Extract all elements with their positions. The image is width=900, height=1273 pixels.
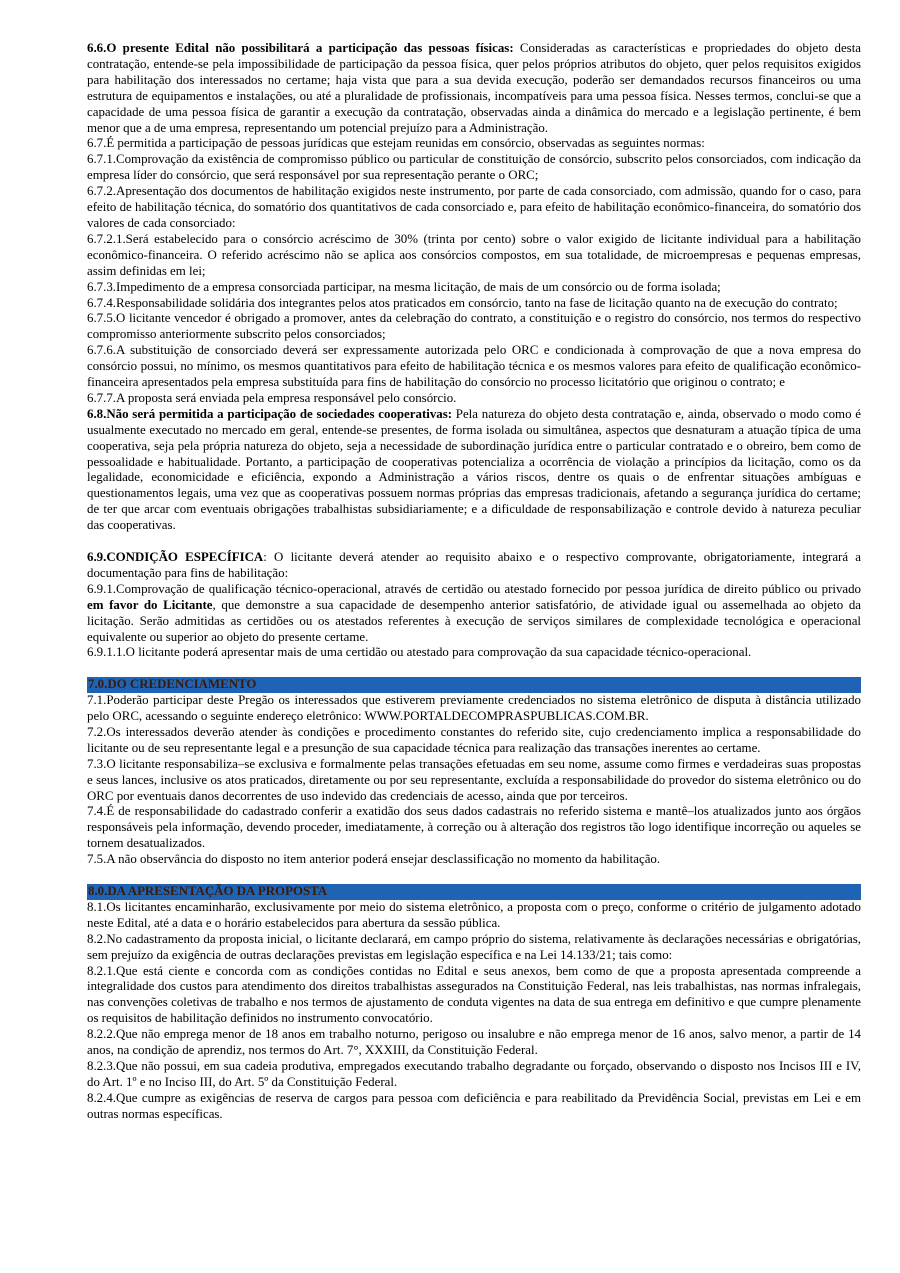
clause-7-1: 7.1.Poderão participar deste Pregão os interessados que estiverem previamente credenciados no sistema eletrônico de disputa à distância utilizado pelo ORC, acessando o seguinte endereço eletrônico: WWW.PORTALDECOMPRASPUBLICAS.COM.BR. [87,693,861,724]
clause-8-2-3: 8.2.3.Que não possui, em sua cadeia produtiva, empregados executando trabalho degradante ou forçado, observando o disposto nos Incisos III e IV, do Art. 1º e no Inciso III, do Art. 5º da Constituição Federal. [87,1058,861,1089]
clause-6-8-body: Pela natureza do objeto desta contratação e, ainda, observado o modo como é usualmente executado no mercado em geral, entende-se presentes, de forma isolada ou simultânea, aspectos que desnaturam a atuação típica de uma cooperativa, seja pela própria natureza do objeto, seja a necessidade de subordinação jurídica entre o particular contratado e o obreiro, bem como de pessoalidade e habitualidade. Portanto, a participação de cooperativas potencializa a ocorrência de violação a princípios da licitação, como os da legalidade, economicidade e eficiência, expondo a Administração a vários riscos, dentre os quais o de enfrentar situações ambíguas e questionamentos legais, uma vez que as cooperativas possuem normas próprias das empresas tradicionais, afetando a segurança jurídica do certame; de ter que arcar com eventuais obrigações trabalhistas subsidiariamente; e a dificuldade de responsabilização e controle devido à natureza peculiar das cooperativas. [87,406,862,533]
clause-6-7-3: 6.7.3.Impedimento de a empresa consorciada participar, na mesma licitação, de mais de um consórcio ou de forma isolada; [87,279,721,294]
clause-6-9 [87,550,861,582]
clause-7-5: 7.5.A não observância do disposto no item anterior poderá ensejar desclassificação no momento da habilitação. [87,852,661,867]
clause-6-9-1-emphasis: em favor do Licitante [87,597,213,612]
clause-6-9-1-text-a: 6.9.1.Comprovação de qualificação técnico-operacional, através de certidão ou atestado fornecido por pessoa jurídica de direito público ou privado [87,581,861,596]
clause-6-7-2: 6.7.2.Apresentação dos documentos de habilitação exigidos neste instrumento, por parte de cada consorciado, com admissão, quando for o caso, para efeito de habilitação técnica, do somatório dos quantitativos de cada consorciado e, para efeito de habilitação econômico-financeira, do somatório dos valores de cada consorciado: [87,184,861,230]
clause-7-2: 7.2.Os interessados deverão atender às condições e procedimento constantes do referido site, cujo credenciamento implica a responsabilidade do licitante ou de seu representante legal e a presunção de sua capacidade técnica para realização das transações inerentes ao certame. [87,724,861,755]
clause-8-2-1: 8.2.1.Que está ciente e concorda com as condições contidas no Edital e seus anexos, bem como de que a proposta apresentada compreende a integralidade dos custos para atendimento dos direitos trabalhistas assegurados na Constituição Federal, nas leis trabalhistas, nas normas infralegais, nas convenções coletivas de trabalho e nos termos de ajustamento de conduta vigentes na data de sua entrega em definitivo e que cumpre plenamente os requisitos de habilitação definidos no instrumento convocatório. [87,963,861,1026]
clause-6-6 [87,41,861,136]
document-page [87,41,861,1123]
clause-6-8-lead: 6.8.Não será permitida a participação de sociedades cooperativas: [87,406,453,421]
clause-6-9-body: : O licitante deverá atender ao requisito abaixo e o respectivo comprovante, obrigatoriamente, integrará a documentação para fins de habilitação: [87,549,861,580]
clause-6-9-lead: 6.9.CONDIÇÃO ESPECÍFICA [87,549,264,564]
clause-6-6-lead: 6.6.O presente Edital não possibilitará a participação das pessoas físicas: [87,41,514,55]
section-heading-proposta: 8.0.DA APRESENTAÇÃO DA PROPOSTA [87,884,861,900]
clause-6-9-1 [87,582,861,646]
clause-6-7: 6.7.É permitida a participação de pessoas jurídicas que estejam reunidas em consórcio, observadas as seguintes normas: [87,136,705,151]
clause-6-7-7: 6.7.7.A proposta será enviada pela empresa responsável pelo consórcio. [87,390,457,405]
clause-6-8 [87,407,861,534]
clause-7-4: 7.4.É de responsabilidade do cadastrado conferir a exatidão dos seus dados cadastrais no referido sistema e mantê–los atualizados junto aos órgãos responsáveis pela informação, devendo proceder, imediatamente, à correção ou à alteração dos registros tão logo identifique incorreção ou aqueles se tornem desatualizados. [87,804,861,851]
clause-6-7-4: 6.7.4.Responsabilidade solidária dos integrantes pelos atos praticados em consórcio, tanto na fase de licitação quanto na de execução do contrato; [87,295,838,310]
clause-6-9-1-text-b: , que demonstre a sua capacidade de desempenho anterior satisfatório, de atividade igual ou assemelhada ao objeto da licitação. Serão admitidas as certidões ou os atestados referentes à execução de serviços similares de complexidade tecnológica e operacional equivalente ou superior ao objeto do presente certame. [87,597,862,644]
section-heading-credenciamento: 7.0.DO CREDENCIAMENTO [87,677,861,693]
clause-6-7-1: 6.7.1.Comprovação da existência de compromisso público ou particular de constituição de consórcio, subscrito pelos consorciados, com indicação da empresa líder do consórcio, que será responsável por sua representação perante o ORC; [87,152,861,183]
clause-8-2: 8.2.No cadastramento da proposta inicial, o licitante declarará, em campo próprio do sistema, relativamente às declarações necessárias e obrigatórias, sem prejuízo da exigência de outras declarações previstas em legislação específica e na Lei 14.133/21; tais como: [87,931,861,962]
clause-6-7-6: 6.7.6.A substituição de consorciado deverá ser expressamente autorizada pelo ORC e condicionada à comprovação de que a nova empresa do consórcio possui, no mínimo, os mesmos quantitativos para efeito de habilitação técnica e os mesmos valores para efeito de qualificação econômico-financeira apresentados pela empresa substituída para fins de habilitação do consórcio no processo licitatório que originou o contrato; e [87,343,861,390]
clause-7-3: 7.3.O licitante responsabiliza–se exclusiva e formalmente pelas transações efetuadas em seu nome, assume como firmes e verdadeiras suas propostas e seus lances, inclusive os atos praticados, diretamente ou por seu representante, excluída a responsabilidade do provedor do sistema eletrônico ou do ORC por eventuais danos decorrentes de uso indevido das credenciais de acesso, ainda que por terceiros. [87,756,861,803]
clause-8-1: 8.1.Os licitantes encaminharão, exclusivamente por meio do sistema eletrônico, a proposta com o preço, conforme o critério de julgamento adotado neste Edital, até a data e o horário estabelecidos para abertura da sessão pública. [87,899,861,930]
clause-6-9-1-1: 6.9.1.1.O licitante poderá apresentar mais de uma certidão ou atestado para comprovação da sua capacidade técnico-operacional. [87,645,752,660]
clause-6-7-5: 6.7.5.O licitante vencedor é obrigado a promover, antes da celebração do contrato, a constituição e o registro do consórcio, nos termos do respectivo compromisso anteriormente subscrito pelos consorciados; [87,311,861,342]
clause-8-2-4: 8.2.4.Que cumpre as exigências de reserva de cargos para pessoa com deficiência e para reabilitado da Previdência Social, previstas em Lei e em outras normas específicas. [87,1090,861,1121]
clause-6-6-body: Consideradas as características e propriedades do objeto desta contratação, entende-se pela impossibilidade de participação da pessoa física, quer pelos próprios atributos do objeto, quer pelos requisitos exigidos para habilitação dos interessados no certame; haja vista que para a sua devida execução, poderão ser demandados recursos financeiros ou uma estrutura de equipamentos e instalações, ou até a pluralidade de profissionais, incompatíveis para uma pessoa física. Nesses termos, conclui-se que a capacidade de uma pessoa física de garantir a execução da contratação, observadas ainda a dinâmica do mercado e a legislação pertinente, é bem menor que a de uma empresa, representando um potencial prejuízo para a Administração. [87,41,861,135]
clause-6-7-2-1: 6.7.2.1.Será estabelecido para o consórcio acréscimo de 30% (trinta por cento) sobre o valor exigido de licitante individual para a habilitação econômico-financeira. O referido acréscimo não se aplica aos consórcios compostos, em sua totalidade, de microempresas e pequenas empresas, assim definidas em lei; [87,231,861,278]
clause-8-2-2: 8.2.2.Que não emprega menor de 18 anos em trabalho noturno, perigoso ou insalubre e não emprega menor de 16 anos, salvo menor, a partir de 14 anos, na condição de aprendiz, nos termos do Art. 7°, XXXIII, da Constituição Federal. [87,1027,861,1058]
